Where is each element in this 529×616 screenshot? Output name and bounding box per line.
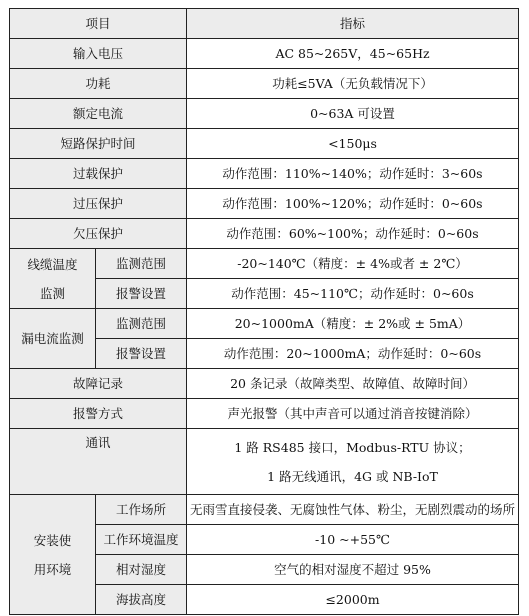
- row-label-short-circuit: 短路保护时间: [10, 129, 187, 159]
- sub-value-leakage-alarm: 动作范围：20~1000mA；动作延时：0~60s: [187, 339, 519, 369]
- row-value-communication: [187, 429, 519, 495]
- spec-table-container: [9, 8, 519, 615]
- table-row: [10, 495, 519, 525]
- table-row: [10, 159, 519, 189]
- row-value-rated-current: 0~63A 可设置: [187, 99, 519, 129]
- row-label-power: 功耗: [10, 69, 187, 99]
- cable-temp-label-line2: 监测: [39, 285, 65, 301]
- table-row: [10, 369, 519, 399]
- row-label-input-voltage: 输入电压: [10, 39, 187, 69]
- row-label-fault-record: 故障记录: [10, 369, 187, 399]
- comm-line-2: 1 路无线通讯，4G 或 NB-IoT: [267, 468, 438, 484]
- table-row: [10, 309, 519, 339]
- row-label-leakage: 漏电流监测: [10, 309, 96, 369]
- spec-table: [9, 8, 519, 615]
- sub-value-cable-temp-range: -20~140℃（精度：± 4%或者 ± 2℃）: [187, 249, 519, 279]
- row-label-environment: [10, 495, 96, 615]
- row-label-alarm-mode: 报警方式: [10, 399, 187, 429]
- sub-label-humidity: 相对湿度: [96, 555, 187, 585]
- row-label-rated-current: 额定电流: [10, 99, 187, 129]
- comm-line-1: 1 路 RS485 接口，Modbus-RTU 协议；: [234, 439, 471, 455]
- table-row: [10, 39, 519, 69]
- table-row: [10, 429, 519, 495]
- table-row: [10, 129, 519, 159]
- row-label-undervoltage: 欠压保护: [10, 219, 187, 249]
- sub-value-cable-temp-alarm: 动作范围：45~110℃；动作延时：0~60s: [187, 279, 519, 309]
- row-value-overvoltage: 动作范围：100%~120%；动作延时：0~60s: [187, 189, 519, 219]
- row-value-input-voltage: AC 85~265V，45~65Hz: [187, 39, 519, 69]
- sub-value-altitude: ≤2000m: [187, 585, 519, 615]
- row-value-short-circuit: <150μs: [187, 129, 519, 159]
- header-spec: 指标: [187, 9, 519, 39]
- row-value-alarm-mode: 声光报警（其中声音可以通过消音按键消除）: [187, 399, 519, 429]
- table-row: [10, 219, 519, 249]
- sub-label-altitude: 海拔高度: [96, 585, 187, 615]
- table-header-row: [10, 9, 519, 39]
- sub-label-leakage-alarm: 报警设置: [96, 339, 187, 369]
- table-row: [10, 189, 519, 219]
- row-value-undervoltage: 动作范围：60%~100%；动作延时：0~60s: [187, 219, 519, 249]
- sub-label-workplace: 工作场所: [96, 495, 187, 525]
- sub-label-leakage-range: 监测范围: [96, 309, 187, 339]
- row-label-communication: 通讯: [10, 429, 187, 495]
- row-value-overload: 动作范围：110%~140%；动作延时：3~60s: [187, 159, 519, 189]
- table-row: [10, 399, 519, 429]
- row-label-overvoltage: 过压保护: [10, 189, 187, 219]
- table-row: [10, 99, 519, 129]
- sub-label-cable-temp-range: 监测范围: [96, 249, 187, 279]
- sub-value-work-temp: -10 ~+55℃: [187, 525, 519, 555]
- sub-label-cable-temp-alarm: 报警设置: [96, 279, 187, 309]
- sub-value-workplace: 无雨雪直接侵袭、无腐蚀性气体、粉尘，无剧烈震动的场所: [187, 495, 519, 525]
- cable-temp-label-line1: 线缆温度: [27, 256, 78, 272]
- sub-value-humidity: 空气的相对湿度不超过 95%: [187, 555, 519, 585]
- row-value-power: 功耗≤5VA（无负载情况下）: [187, 69, 519, 99]
- sub-value-leakage-range: 20~1000mA（精度：± 2%或 ± 5mA）: [187, 309, 519, 339]
- table-row: [10, 249, 519, 279]
- row-label-overload: 过载保护: [10, 159, 187, 189]
- header-item: 项目: [10, 9, 187, 39]
- table-row: [10, 69, 519, 99]
- sub-label-work-temp: 工作环境温度: [96, 525, 187, 555]
- env-label-line2: 用环境: [33, 561, 72, 577]
- row-value-fault-record: 20 条记录（故障类型、故障值、故障时间）: [187, 369, 519, 399]
- env-label-line1: 安装使: [33, 532, 72, 548]
- row-label-cable-temp: [10, 249, 96, 309]
